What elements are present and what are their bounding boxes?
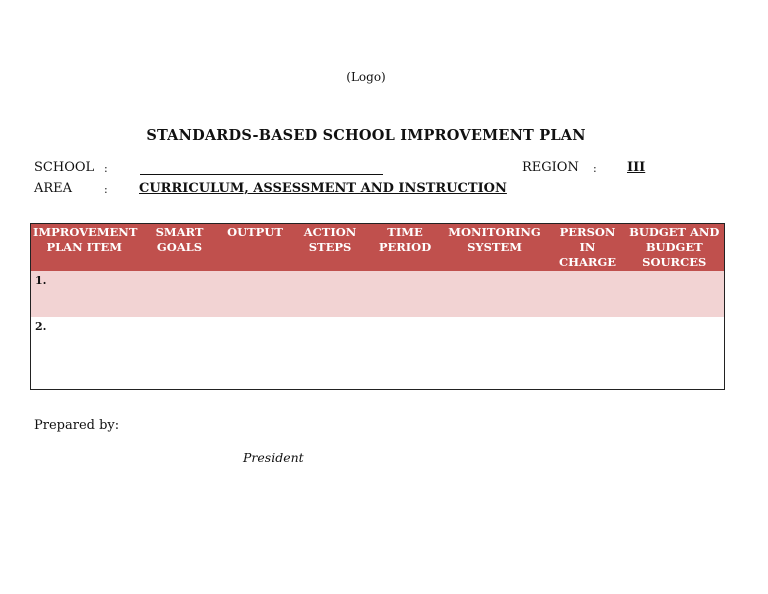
table-cell[interactable] [138, 317, 222, 390]
table-cell[interactable] [551, 317, 625, 390]
table-cell[interactable] [222, 271, 289, 317]
column-header-action-steps: ACTION STEPS [289, 224, 372, 272]
area-colon: : [104, 183, 108, 196]
school-colon: : [104, 162, 108, 175]
table-row [31, 317, 725, 390]
column-header-monitoring-system: MONITORING SYSTEM [439, 224, 551, 272]
table-row [31, 271, 725, 317]
column-header-person-in-charge: PERSON IN CHARGE [551, 224, 625, 272]
column-header-time-period: TIME PERIOD [372, 224, 439, 272]
table-cell[interactable] [289, 271, 372, 317]
region-label: REGION [522, 160, 579, 175]
table-cell[interactable] [372, 317, 439, 390]
signatory-title: President [243, 450, 304, 465]
table-cell[interactable] [439, 271, 551, 317]
table-cell[interactable] [439, 317, 551, 390]
improvement-plan-table [30, 223, 725, 390]
region-value: III [627, 160, 646, 175]
column-header-improvement-plan-item: IMPROVEMENT PLAN ITEM [31, 224, 138, 272]
school-label: SCHOOL [34, 160, 95, 175]
table-header-row [31, 224, 725, 272]
area-label: AREA [34, 181, 73, 196]
table-cell[interactable] [289, 317, 372, 390]
column-header-smart-goals: SMART GOALS [138, 224, 222, 272]
row-number: 1. [31, 271, 138, 317]
school-blank-line [140, 174, 383, 175]
school-region-row [0, 160, 768, 178]
column-header-budget-and-budget-sources: BUDGET AND BUDGET SOURCES [625, 224, 725, 272]
column-header-output: OUTPUT [222, 224, 289, 272]
logo-placeholder: (Logo) [346, 70, 386, 84]
region-colon: : [593, 162, 597, 175]
area-value: CURRICULUM, ASSESSMENT AND INSTRUCTION [139, 181, 507, 196]
table-cell[interactable] [625, 317, 725, 390]
table-cell[interactable] [372, 271, 439, 317]
row-number: 2. [31, 317, 138, 390]
area-row [0, 181, 768, 199]
table-cell[interactable] [222, 317, 289, 390]
table-cell[interactable] [551, 271, 625, 317]
table-cell[interactable] [625, 271, 725, 317]
document-title: STANDARDS-BASED SCHOOL IMPROVEMENT PLAN [146, 127, 586, 144]
prepared-by-label: Prepared by: [34, 418, 120, 433]
table-cell[interactable] [138, 271, 222, 317]
